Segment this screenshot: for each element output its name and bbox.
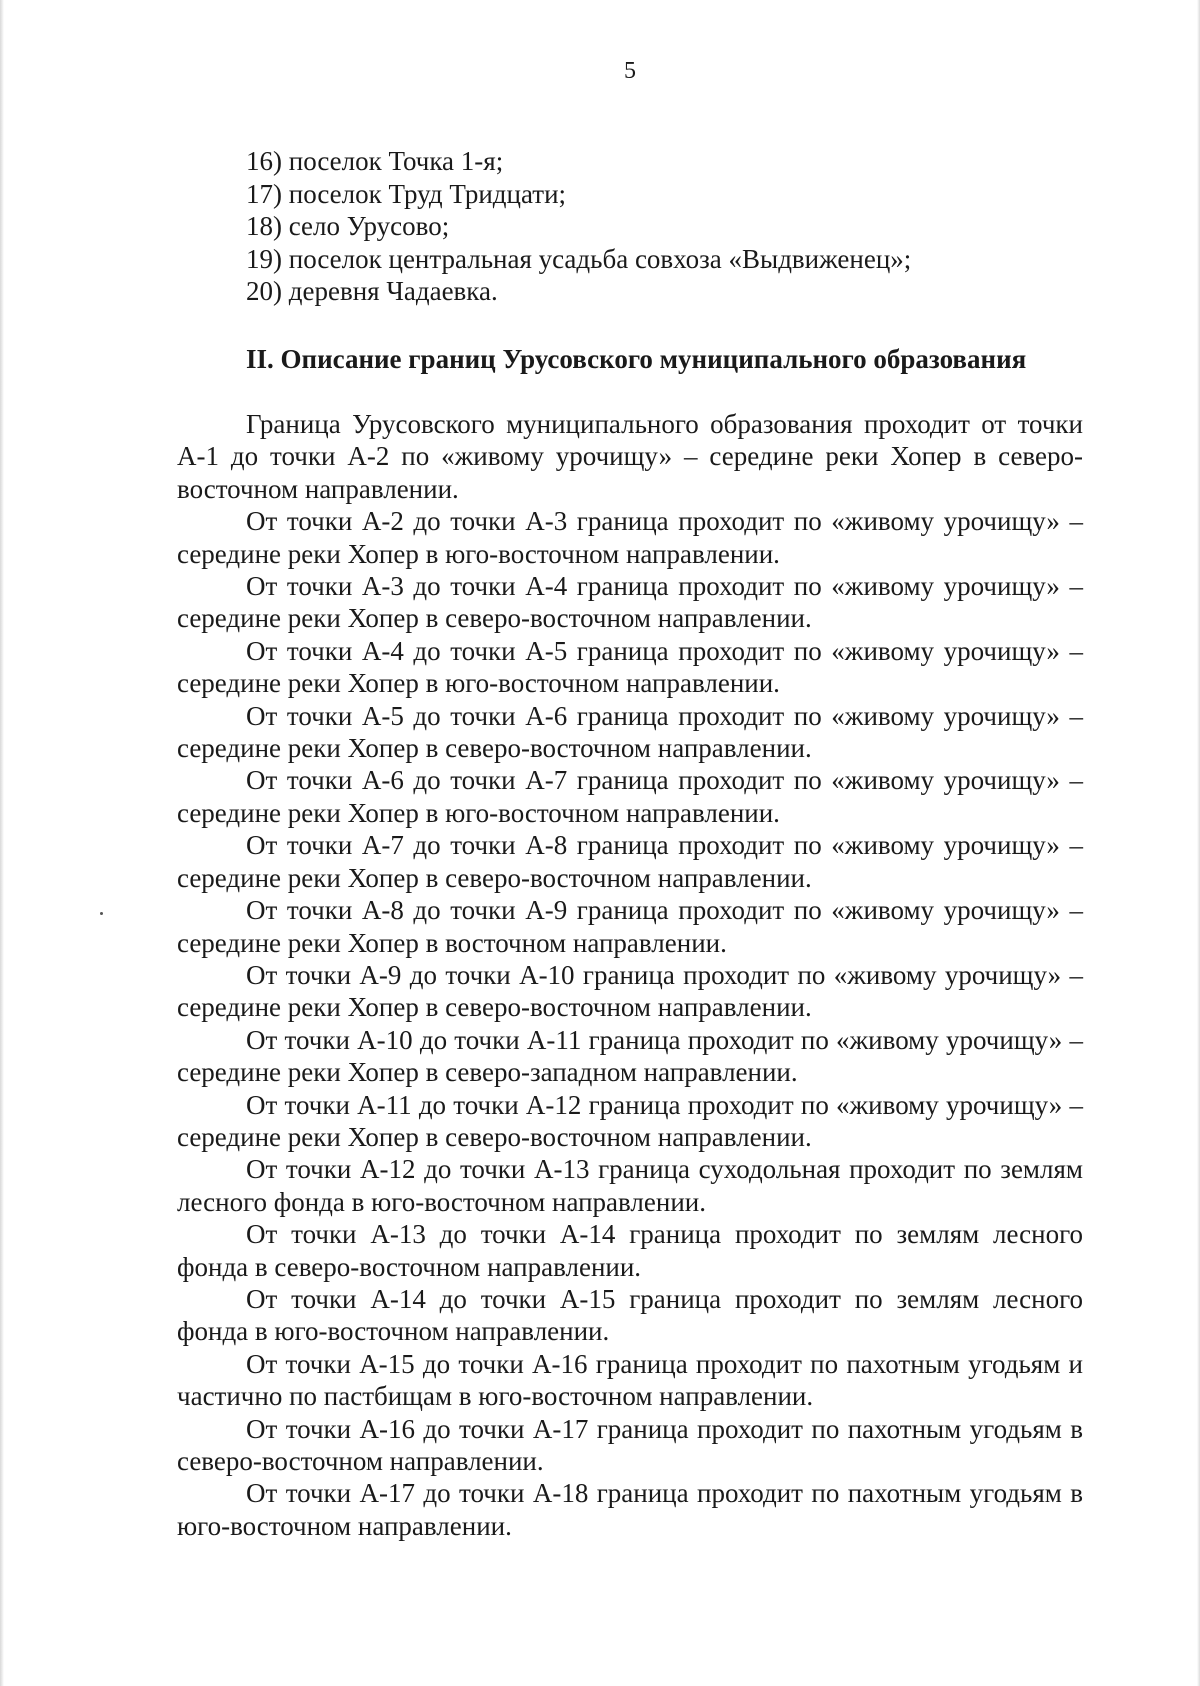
paragraph: От точки А-8 до точки А-9 граница проходит по «живому урочищу» – середине реки Хопер в восточном направлении. bbox=[177, 895, 1083, 958]
paragraph: От точки А-16 до точки А-17 граница проходит по пахотным угодьям в северо-восточном направлении. bbox=[177, 1413, 1083, 1476]
boundary-description bbox=[177, 408, 1083, 1542]
list-item: 17) поселок Труд Тридцати; bbox=[246, 178, 567, 209]
paragraph: От точки А-12 до точки А-13 граница суходольная проходит по землям лесного фонда в юго-восточном направлении. bbox=[177, 1154, 1083, 1217]
paragraph: От точки А-13 до точки А-14 граница проходит по землям лесного фонда в северо-восточном направлении. bbox=[177, 1219, 1083, 1282]
paragraph: От точки А-11 до точки А-12 граница проходит по «живому урочищу» – середине реки Хопер в северо-восточном направлении. bbox=[177, 1089, 1083, 1152]
list-item: 16) поселок Точка 1-я; bbox=[246, 146, 504, 176]
list-item: 20) деревня Чадаевка. bbox=[246, 276, 498, 306]
paragraph: От точки А-14 до точки А-15 граница проходит по землям лесного фонда в юго-восточном направлении. bbox=[177, 1283, 1083, 1347]
paragraph: От точки А-2 до точки А-3 граница проходит по «живому урочищу» – середине реки Хопер в юго-восточном направлении. bbox=[177, 506, 1083, 569]
scan-speck bbox=[100, 912, 103, 915]
paragraph: От точки А-9 до точки А-10 граница проходит по «живому урочищу» – середине реки Хопер в северо-восточном направлении. bbox=[177, 959, 1083, 1023]
paragraph: Граница Урусовского муниципального образования проходит от точки А-1 до точки А-2 по «живому урочищу» – середине реки Хопер в северо-восточном направлении. bbox=[177, 409, 1083, 504]
paragraph: От точки А-4 до точки А-5 граница проходит по «живому урочищу» – середине реки Хопер в юго-восточном направлении. bbox=[177, 635, 1083, 699]
list-item: 18) село Урусово; bbox=[246, 211, 450, 241]
paragraph: От точки А-15 до точки А-16 граница проходит по пахотным угодьям и частично по пастбищам в юго-восточном направлении. bbox=[177, 1348, 1083, 1412]
list-item: 19) поселок центральная усадьба совхоза «Выдвиженец»; bbox=[246, 243, 912, 274]
paragraph: От точки А-10 до точки А-11 граница проходит по «живому урочищу» – середине реки Хопер в северо-западном направлении. bbox=[177, 1024, 1083, 1088]
paragraph: От точки А-7 до точки А-8 граница проходит по «живому урочищу» – середине реки Хопер в северо-восточном направлении. bbox=[177, 830, 1083, 893]
paragraph: От точки А-3 до точки А-4 граница проходит по «живому урочищу» – середине реки Хопер в северо-восточном направлении. bbox=[177, 571, 1083, 634]
paragraph: От точки А-17 до точки А-18 граница проходит по пахотным угодьям в юго-восточном направлении. bbox=[177, 1478, 1083, 1541]
scan-edge-left bbox=[0, 0, 4, 1686]
page-number: 5 bbox=[624, 58, 636, 84]
section-heading: II. Описание границ Урусовского муниципального образования bbox=[246, 344, 1027, 374]
paragraph: От точки А-6 до точки А-7 граница проходит по «живому урочищу» – середине реки Хопер в юго-восточном направлении. bbox=[177, 765, 1083, 828]
settlement-list bbox=[246, 145, 1146, 308]
paragraph: От точки А-5 до точки А-6 граница проходит по «живому урочищу» – середине реки Хопер в северо-восточном направлении. bbox=[177, 700, 1083, 764]
